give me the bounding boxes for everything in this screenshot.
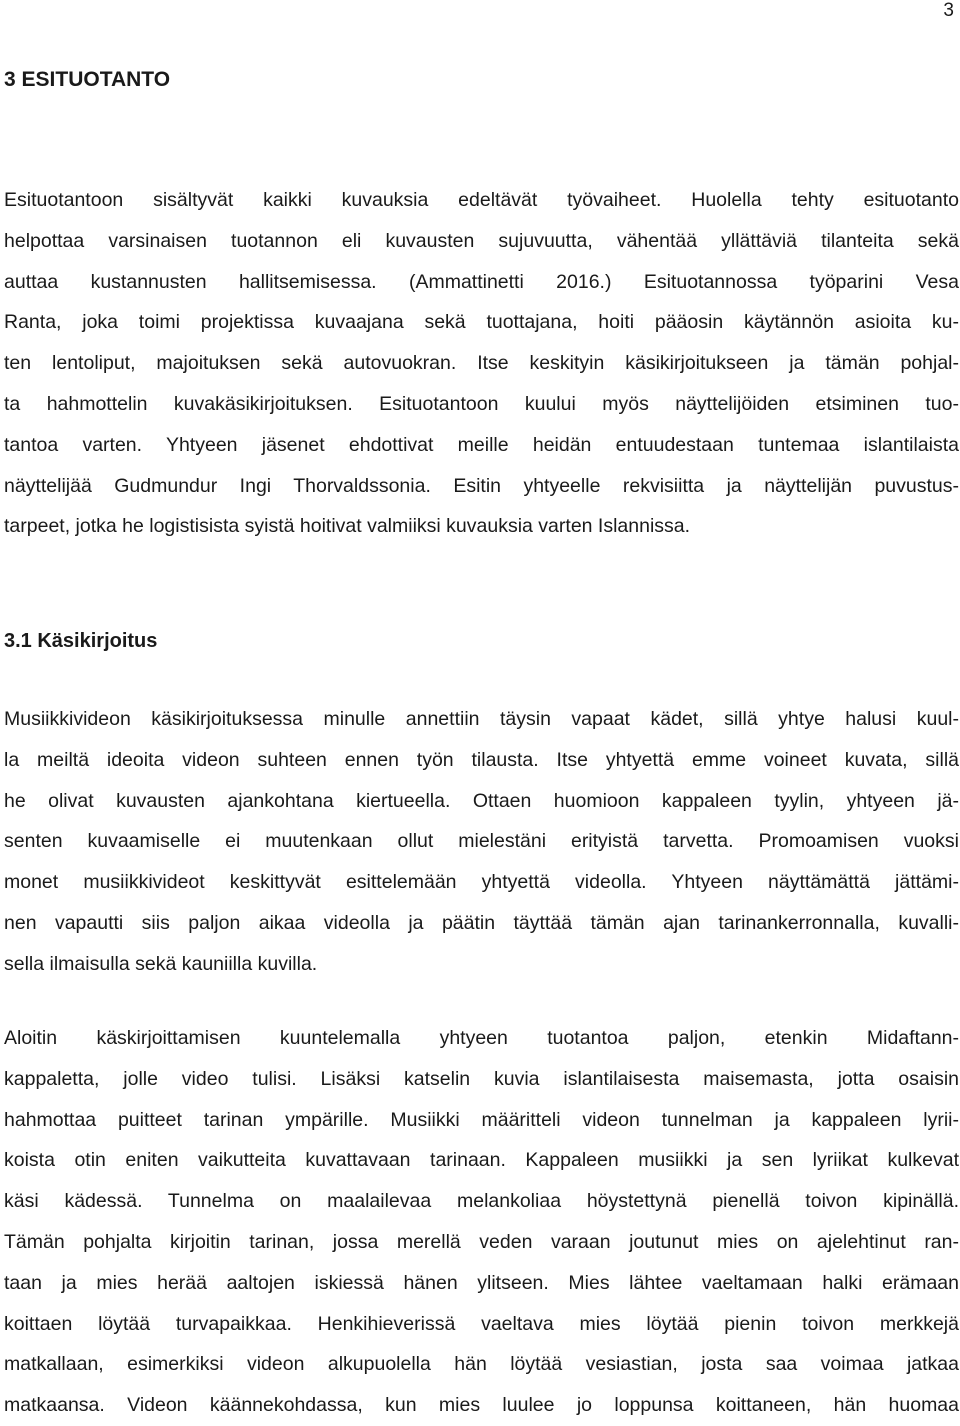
- text-line: taan ja mies herää aaltojen iskiessä hänen ylitseen. Mies lähtee vaeltamaan halki erämaan: [4, 1271, 959, 1294]
- text-line: he olivat kuvausten ajankohtana kiertueella. Ottaen huomioon kappaleen tyylin, yhtyeen jä-: [4, 789, 959, 812]
- text-line: hahmottaa puitteet tarinan ympärille. Musiikki määritteli videon tunnelman ja kappaleen lyrii-: [4, 1108, 959, 1131]
- script-paragraph-2: [4, 1018, 959, 1426]
- text-line: ta hahmottelin kuvakäsikirjoituksen. Esituotantoon kuului myös näyttelijöiden etsiminen tuo-: [4, 392, 959, 415]
- text-line: Ranta, joka toimi projektissa kuvaajana sekä tuottajana, hoiti pääosin käytännön asioita ku-: [4, 311, 959, 334]
- chapter-heading: 3 ESITUOTANTO: [4, 68, 171, 91]
- page-number: 3: [943, 0, 954, 21]
- text-line: Tämän pohjalta kirjoitin tarinan, jossa merellä veden varaan joutunut mies on ajelehtinut ran-: [4, 1230, 959, 1253]
- text-line: koittaen löytää turvapaikkaa. Henkihieverissä vaeltava mies löytää pienin toivon merkkejä: [4, 1312, 959, 1335]
- text-line: Esituotantoon sisältyvät kaikki kuvauksia edeltävät työvaiheet. Huolella tehty esituotanto: [4, 189, 959, 211]
- text-line: helpottaa varsinaisen tuotannon eli kuvausten sujuvuutta, vähentää yllättäviä tilanteita sekä: [4, 229, 959, 252]
- text-line: tarpeet, jotka he logistisista syistä hoitivat valmiiksi kuvauksia varten Islannissa.: [4, 515, 691, 538]
- text-line: nen vapautti siis paljon aikaa videolla ja päätin täyttää tämän ajan tarinankerronnalla, kuvalli-: [4, 911, 959, 934]
- text-line: matkaansa. Videon käännekohdassa, kun mies luulee jo loppunsa koittaneen, hän huomaa: [4, 1394, 959, 1417]
- text-line: la meiltä ideoita videon suhteen ennen työn tilausta. Itse yhtyettä emme voineet kuvata, sillä: [4, 748, 959, 771]
- text-line: käsi kädessä. Tunnelma on maalailevaa melankoliaa höystettynä pienellä toivon kipinällä.: [4, 1190, 959, 1213]
- text-line: ten lentoliput, majoituksen sekä autovuokran. Itse keskityin käsikirjoitukseen ja tämän pohjal-: [4, 352, 959, 375]
- text-line: näyttelijää Gudmundur Ingi Thorvaldssonia. Esitin yhtyeelle rekvisiitta ja näyttelijän puvustus-: [4, 474, 959, 497]
- intro-paragraph: [4, 180, 959, 547]
- script-paragraph-1: [4, 699, 959, 985]
- text-line: sella ilmaisulla sekä kauniilla kuvilla.: [4, 952, 318, 975]
- text-line: kappaletta, jolle video tulisi. Lisäksi katselin kuvia islantilaisesta maisemasta, jotta osaisin: [4, 1067, 959, 1090]
- text-line: monet musiikkivideot keskittyvät esittelemään yhtyettä videolla. Yhtyeen näyttämättä jättämi-: [4, 871, 959, 894]
- text-line: Aloitin käskirjoittamisen kuuntelemalla yhtyeen tuotantoa paljon, etenkin Midaftann-: [4, 1027, 959, 1049]
- text-line: auttaa kustannusten hallitsemisessa. (Ammattinetti 2016.) Esituotannossa työparini Vesa: [4, 270, 959, 293]
- text-line: tantoa varten. Yhtyeen jäsenet ehdottivat meille heidän entuudestaan tuntemaa islantilaista: [4, 433, 959, 456]
- text-line: koista otin eniten vaikutteita kuvattavaan tarinaan. Kappaleen musiikki ja sen lyriikat kulkevat: [4, 1149, 959, 1172]
- text-line: senten kuvaamiselle ei muutenkaan ollut mielestäni erityistä tarvetta. Promoamisen vuoksi: [4, 830, 959, 853]
- section-heading: 3.1 Käsikirjoitus: [4, 630, 158, 652]
- text-line: matkallaan, esimerkiksi videon alkupuolella hän löytää vesiastian, josta saa voimaa jatkaa: [4, 1353, 959, 1376]
- text-line: Musiikkivideon käsikirjoituksessa minulle annettiin täysin vapaat kädet, sillä yhtye halusi kuul-: [4, 708, 959, 730]
